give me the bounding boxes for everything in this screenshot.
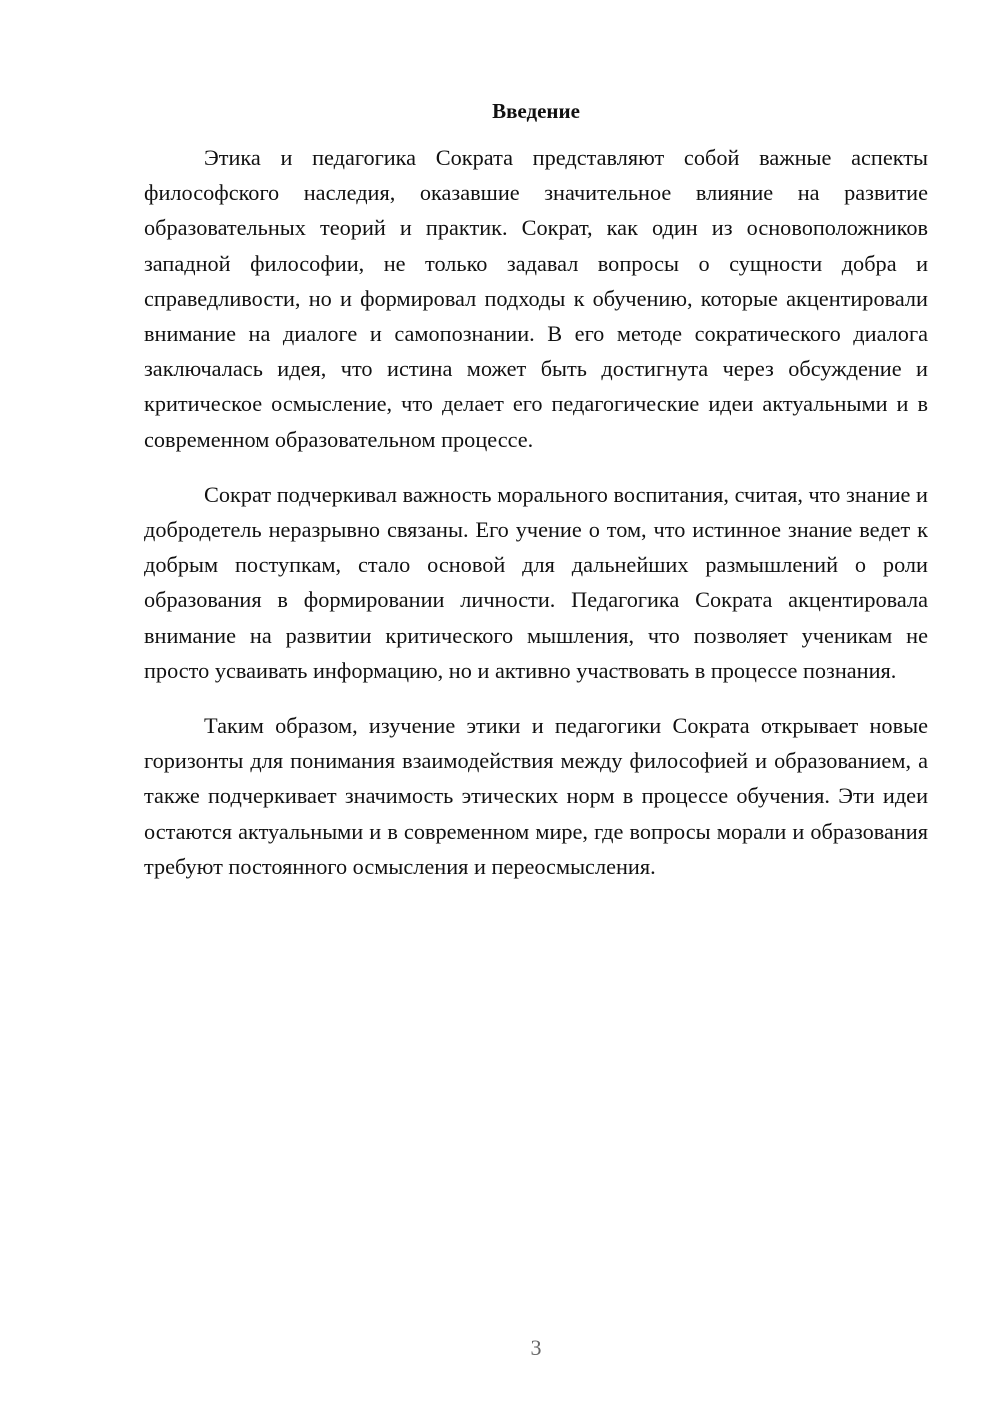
paragraph-3: Таким образом, изучение этики и педагогики Сократа открывает новые горизонты для понимания взаимодействия между философией и образованием, а также подчеркивает значимость этических норм в процессе обучения. Эти идеи остаются актуальными и в современном мире, где вопросы морали и образования требуют постоянного осмысления и переосмысления. [144,713,928,879]
paragraph-2: Сократ подчеркивал важность морального воспитания, считая, что знание и добродетель неразрывно связаны. Его учение о том, что истинное знание ведет к добрым поступкам, стало основой для дальнейших размышлений о роли образования в формировании личности. Педагогика Сократа акцентировала внимание на развитии критического мышления, что позволяет ученикам не просто усваивать информацию, но и активно участвовать в процессе познания. [144,481,928,683]
page-number: 3 [530,1335,542,1360]
section-heading: Введение [492,99,580,123]
page-content [144,96,928,904]
paragraph-1: Этика и педагогика Сократа представляют собой важные аспекты философского наследия, оказавшие значительное влияние на развитие образовательных теорий и практик. Сократ, как один из основоположников западной философии, не только задавал вопросы о сущности добра и справедливости, но и формировал подходы к обучению, которые акцентировали внимание на диалоге и самопознании. В его методе сократического диалога заключалась идея, что истина может быть достигнута через обсуждение и критическое осмысление, что делает его педагогические идеи актуальными и в современном образовательном процессе. [144,145,928,452]
